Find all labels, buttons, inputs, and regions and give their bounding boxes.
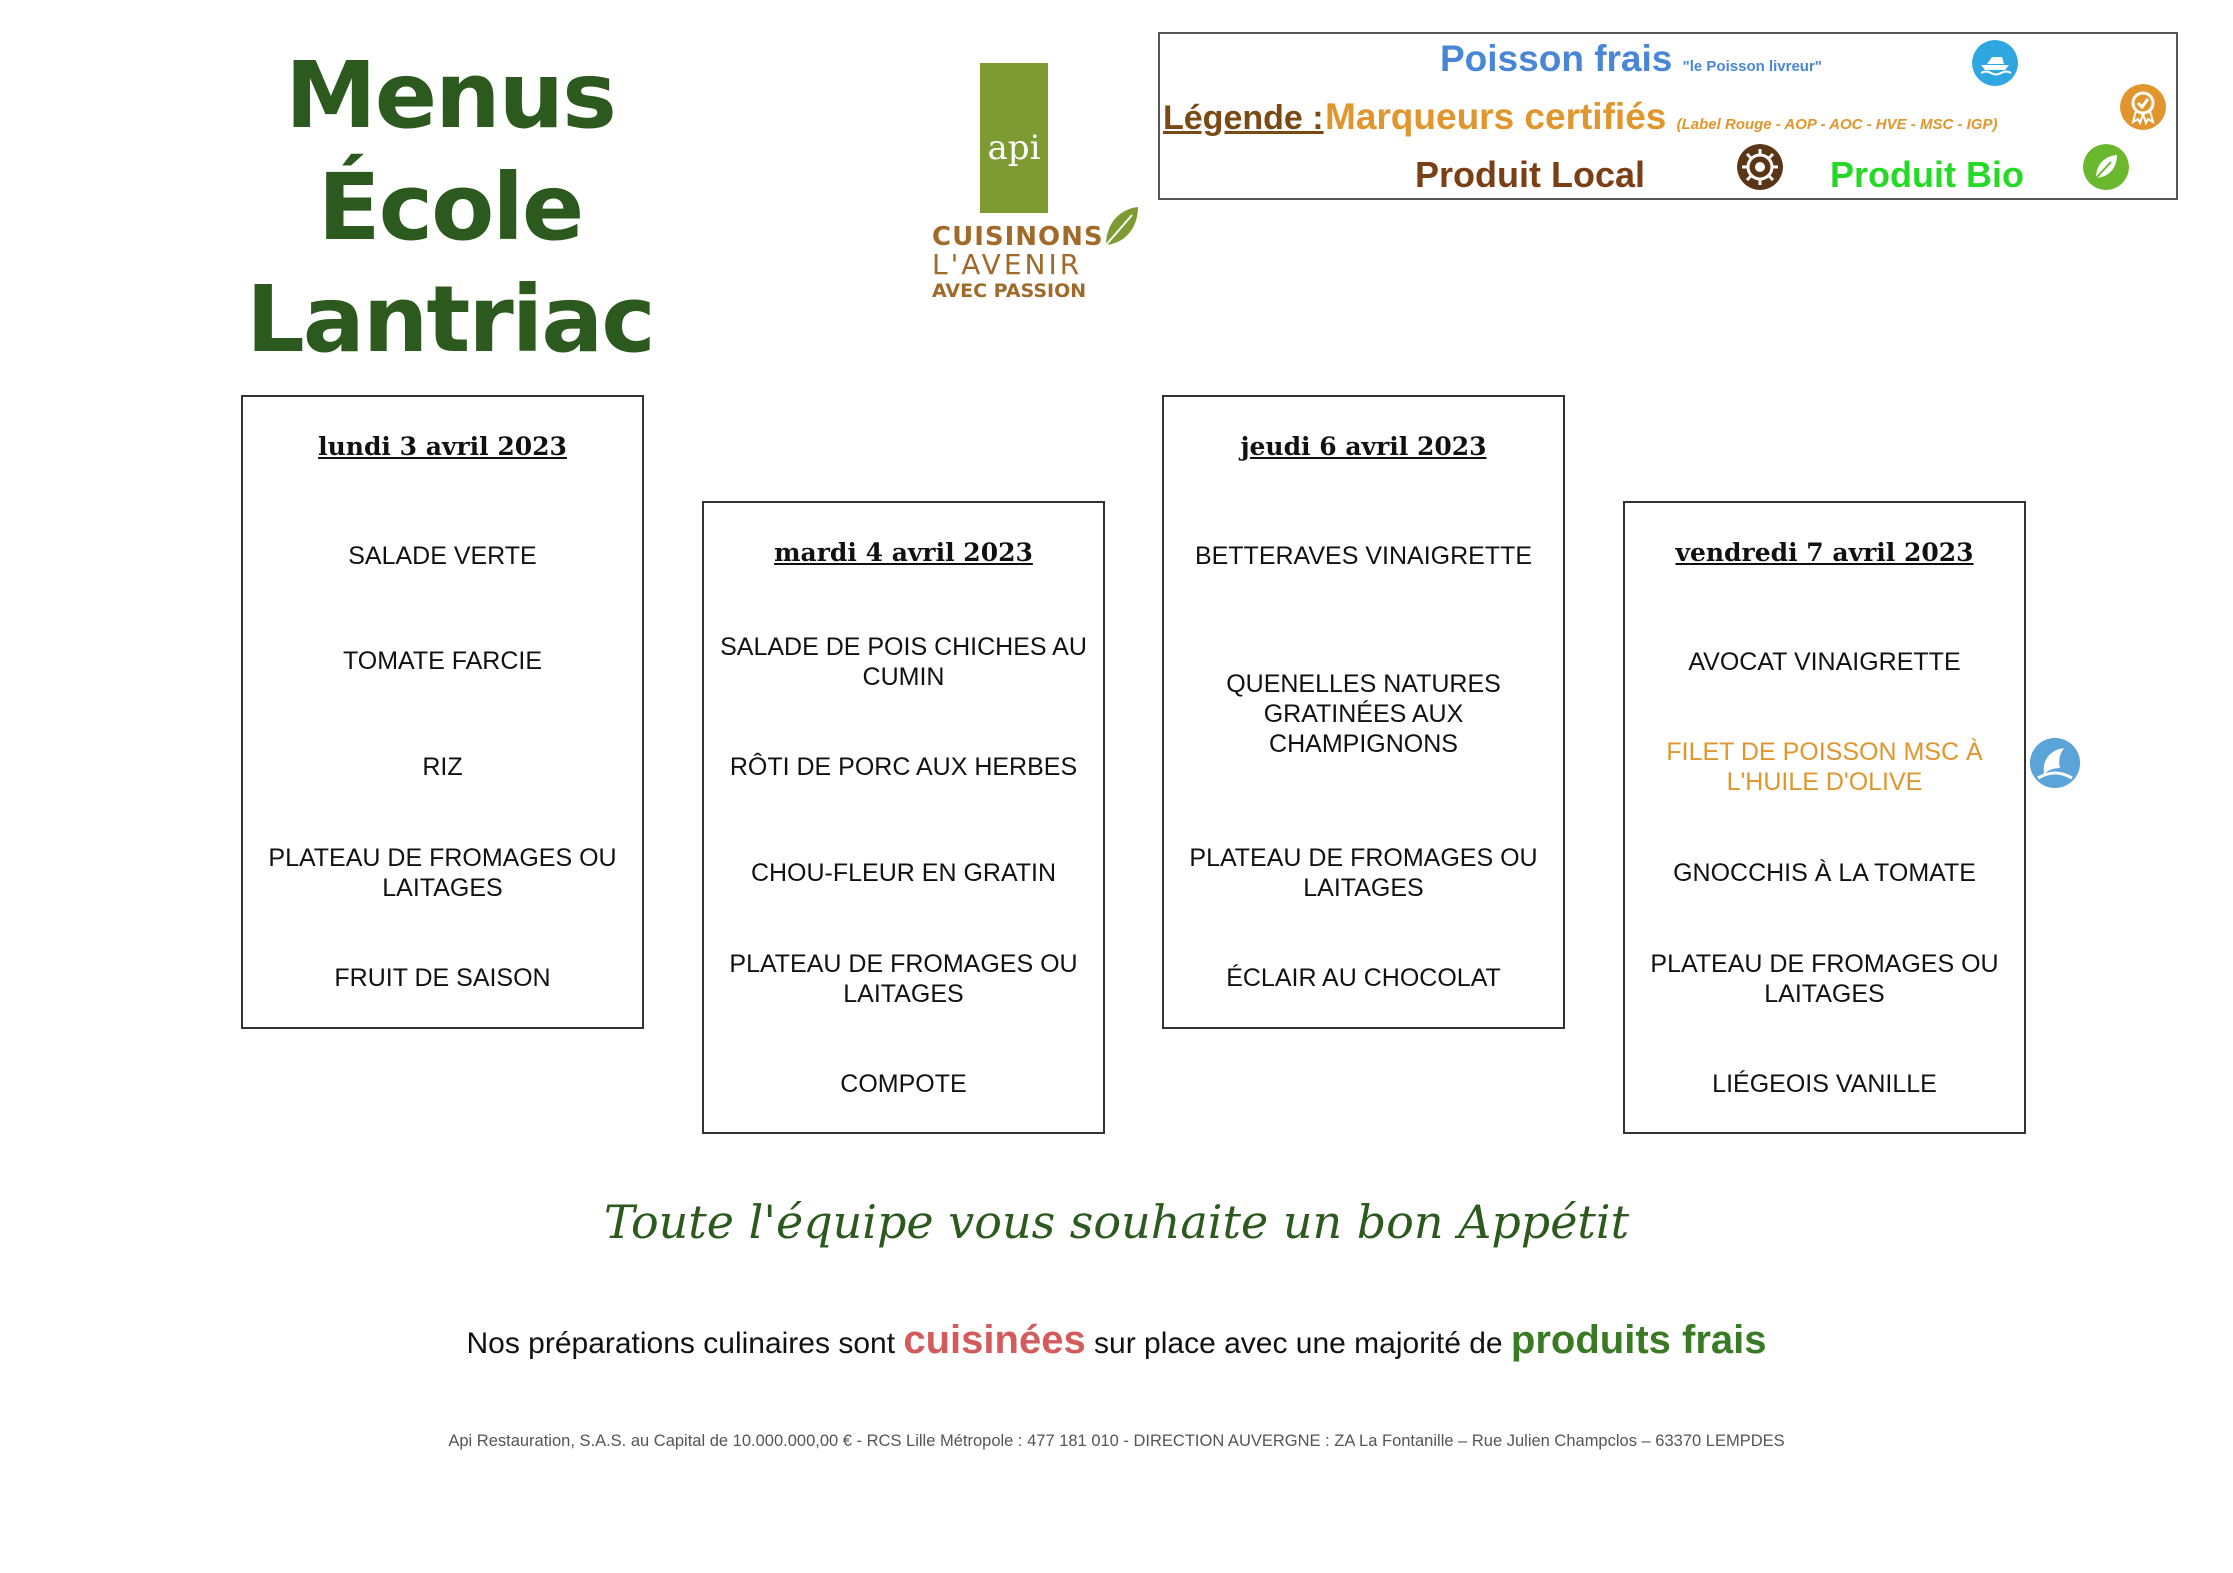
menu-item: BETTERAVES VINAIGRETTE (1194, 542, 1533, 570)
menu-item: RIZ (422, 753, 463, 781)
legend-local: Produit Local (1415, 154, 1646, 195)
footer: Api Restauration, S.A.S. au Capital de 10.000.000,00 € - RCS Lille Métropole : 477 181 010 - DIRECTION AUVERGNE : ZA La Fontanille – Rue Julien Champclos – 63370 LEMPDES (448, 1432, 1785, 1450)
menu-item: SALADE VERTE (348, 542, 537, 570)
menu-item: LIÉGEOIS VANILLE (1712, 1070, 1937, 1098)
menu-item: SALADE DE POIS CHICHES AU CUMIN (720, 633, 1087, 691)
menu-item: FRUIT DE SAISON (334, 964, 551, 992)
day-card-friday (1623, 501, 2026, 1134)
day-date: mardi 4 avril 2023 (774, 538, 1033, 567)
day-card-monday (241, 395, 644, 1029)
logo-line-1: CUISINONS (932, 222, 1104, 252)
legend-marqueurs-sub: (Label Rouge - AOP - AOC - HVE - MSC - IGP) (1676, 116, 1998, 133)
legend-marqueurs-label: Marqueurs certifiés (1325, 96, 1667, 137)
menu-item: QUENELLES NATURES GRATINÉES AUX CHAMPIGNONS (1226, 670, 1501, 758)
menu-item: TOMATE FARCIE (342, 647, 543, 675)
menu-item-certified: FILET DE POISSON MSC À L'HUILE D'OLIVE (1666, 738, 1983, 796)
menu-item: AVOCAT VINAIGRETTE (1688, 648, 1961, 676)
legend-marqueurs (1325, 96, 1997, 138)
menu-item: RÔTI DE PORC AUX HERBES (729, 753, 1078, 781)
legend-label: Légende : (1163, 99, 1324, 137)
day-date: lundi 3 avril 2023 (318, 432, 567, 461)
certified-badge-icon (2120, 84, 2166, 130)
menu-item: PLATEAU DE FROMAGES OU LAITAGES (268, 844, 617, 902)
organic-leaf-icon (2083, 144, 2129, 190)
legend-poisson-sub: "le Poisson livreur" (1682, 58, 1822, 75)
menu-item: PLATEAU DE FROMAGES OU LAITAGES (729, 950, 1078, 1008)
day-card-thursday (1162, 395, 1565, 1029)
menu-item: PLATEAU DE FROMAGES OU LAITAGES (1650, 950, 1999, 1008)
legend-poisson-label: Poisson frais (1440, 38, 1673, 79)
menu-item: GNOCCHIS À LA TOMATE (1673, 859, 1976, 887)
page-title (150, 40, 750, 376)
legend-box (1158, 32, 2178, 200)
note-part-1: Nos préparations culinaires sont (466, 1327, 904, 1360)
note-highlight-cuisinees: cuisinées (903, 1318, 1086, 1362)
leaf-icon (1102, 205, 1142, 249)
logo-line-2: L'AVENIR (932, 248, 1083, 281)
logo-brand: api (987, 128, 1041, 168)
title-line-1: Menus École (285, 42, 615, 261)
day-date: jeudi 6 avril 2023 (1240, 432, 1487, 461)
title-line-2: Lantriac (246, 266, 654, 373)
api-logo (910, 60, 1160, 310)
fresh-fish-icon (2030, 738, 2080, 788)
note (0, 1318, 2233, 1363)
menu-item: ÉCLAIR AU CHOCOLAT (1226, 964, 1501, 992)
note-highlight-produits-frais: produits frais (1510, 1318, 1767, 1362)
fish-boat-icon (1972, 40, 2018, 86)
day-date: vendredi 7 avril 2023 (1675, 538, 1974, 567)
legend-poisson (1440, 38, 1822, 80)
slogan: Toute l'équipe vous souhaite un bon Appétit (603, 1195, 1630, 1249)
note-part-2: sur place avec une majorité de (1085, 1327, 1511, 1360)
day-card-tuesday (702, 501, 1105, 1134)
logo-line-3: AVEC PASSION (932, 280, 1087, 302)
logo-box (980, 63, 1048, 213)
local-flower-icon (1737, 144, 1783, 190)
menu-item: COMPOTE (840, 1070, 967, 1098)
menu-item: CHOU-FLEUR EN GRATIN (750, 859, 1057, 887)
legend-bio: Produit Bio (1830, 154, 2024, 195)
menu-item: PLATEAU DE FROMAGES OU LAITAGES (1189, 844, 1538, 902)
